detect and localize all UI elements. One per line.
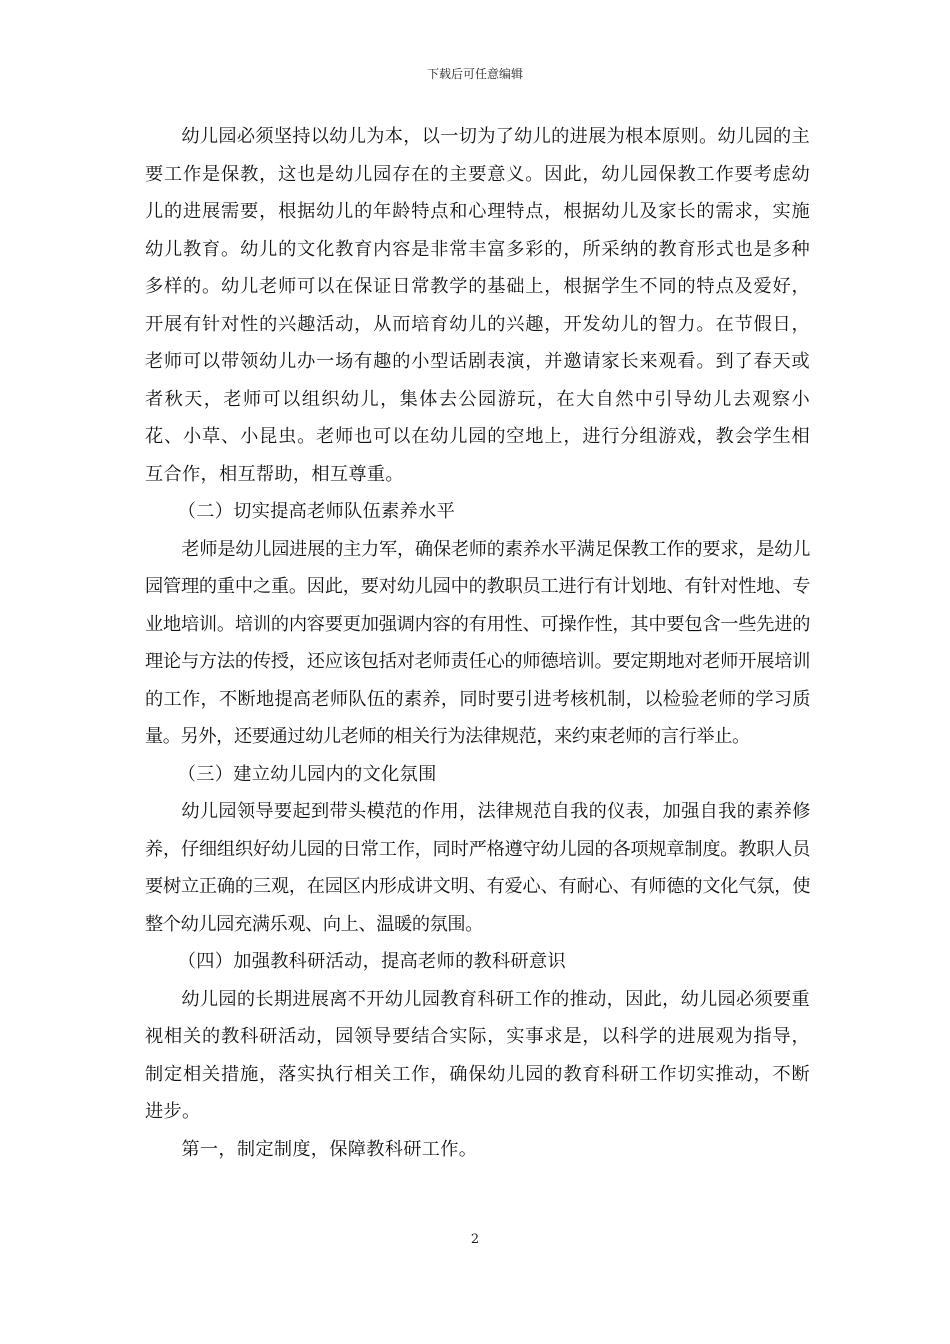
- paragraph-child-centered-principle: 幼儿园必须坚持以幼儿为本，以一切为了幼儿的进展为根本原则。幼儿园的主要工作是保教，这也是幼儿园存在的主要意义。因此，幼儿园保教工作要考虑幼儿的进展需要，根据幼儿的年龄特点和心理特点，根据幼儿及家长的需求，实施幼儿教育。幼儿的文化教育内容是非常丰富多彩的，所采纳的教育形式也是多种多样的。幼儿老师可以在保证日常教学的基础上，根据学生不同的特点及爱好，开展有针对性的兴趣活动，从而培育幼儿的兴趣，开发幼儿的智力。在节假日，老师可以带领幼儿办一场有趣的小型话剧表演，并邀请家长来观看。到了春天或者秋天，老师可以组织幼儿，集体去公园游玩，在大自然中引导幼儿去观察小花、小草、小昆虫。老师也可以在幼儿园的空地上，进行分组游戏，教会学生相互合作，相互帮助，相互尊重。: [145, 126, 810, 485]
- paragraph-teacher-training: 老师是幼儿园进展的主力军，确保老师的素养水平满足保教工作的要求，是幼儿园管理的重中之重。因此，要对幼儿园中的教职员工进行有计划地、有针对性地、专业地培训。培训的内容要更加强调内容的有用性、可操作性，其中要包含一些先进的理论与方法的传授，还应该包括对老师责任心的师德培训。要定期地对老师开展培训的工作，不断地提高老师队伍的素养，同时要引进考核机制，以检验老师的学习质量。另外，还要通过幼儿老师的相关行为法律规范，来约束老师的言行举止。: [145, 538, 810, 747]
- page-header: 下载后可任意编辑: [426, 67, 523, 81]
- paragraph-cultural-atmosphere: 幼儿园领导要起到带头模范的作用，法律规范自我的仪表，加强自我的素养修养，仔细组织好幼儿园的日常工作，同时严格遵守幼儿园的各项规章制度。教职人员要树立正确的三观，在园区内形成讲文明、有爱心、有耐心、有师德的文化气氛，使整个幼儿园充满乐观、向上、温暖的氛围。: [145, 801, 810, 935]
- section-heading-cultural-atmosphere: （三）建立幼儿园内的文化氛围: [177, 763, 437, 785]
- section-heading-teacher-quality: （二）切实提高老师队伍素养水平: [177, 501, 456, 522]
- page-number: 2: [470, 1232, 480, 1247]
- document-body: [145, 118, 810, 1168]
- section-heading-research-activities: （四）加强教科研活动，提高老师的教科研意识: [177, 951, 566, 972]
- paragraph-first-measure: 第一，制定制度，保障教科研工作。: [181, 1138, 478, 1160]
- paragraph-research-activities: 幼儿园的长期进展离不开幼儿园教育科研工作的推动，因此，幼儿园必须要重视相关的教科研活动，园领导要结合实际，实事求是，以科学的进展观为指导，制定相关措施，落实执行相关工作，确保幼儿园的教育科研工作切实推动，不断进步。: [145, 988, 810, 1122]
